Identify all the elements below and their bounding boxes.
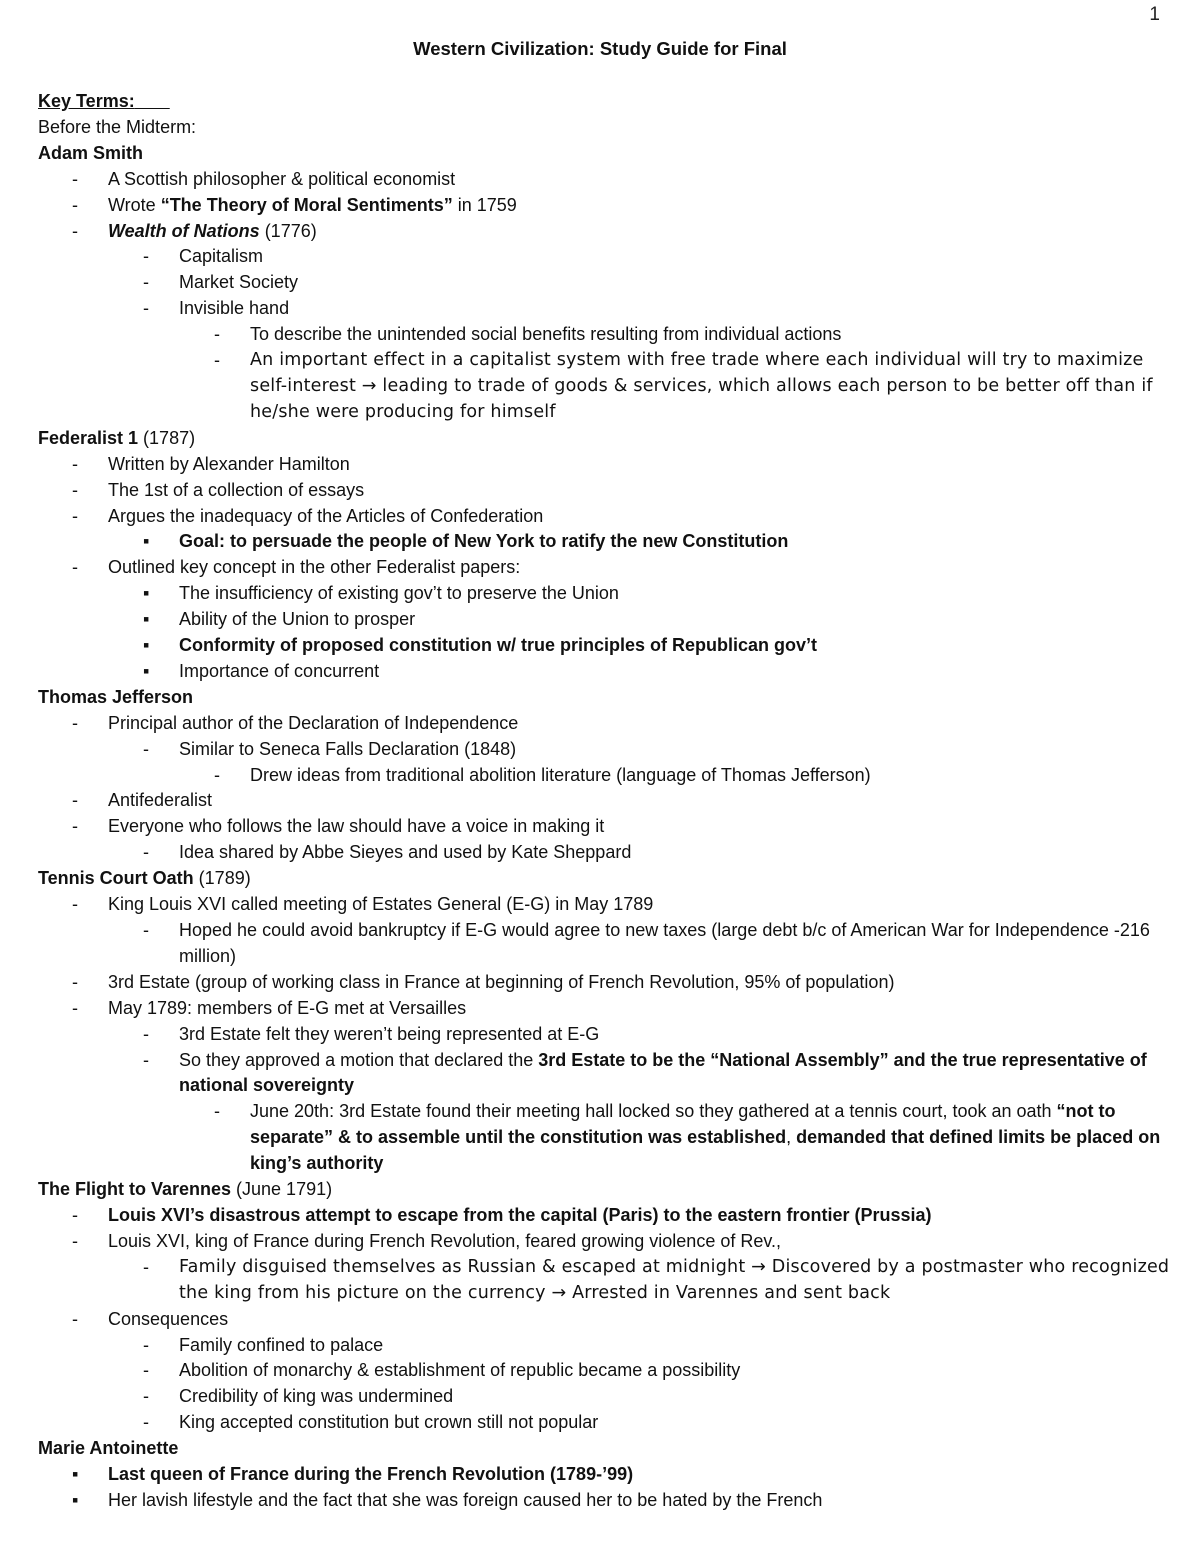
term-heading-marie-antoinette: Marie Antoinette [38,1438,179,1459]
list-item: - Louis XVI, king of France during French Revolution, feared growing violence of Rev., [72,1230,782,1251]
list-item: - To describe the unintended social benefits resulting from individual actions [214,324,842,345]
list-item: - Similar to Seneca Falls Declaration (1848) [143,738,517,759]
list-item: - Family confined to palace [143,1334,384,1355]
list-item: ▪ Importance of concurrent [143,660,380,681]
list-item: - Abolition of monarchy & establishment of republic became a possibility [143,1360,741,1381]
list-item: - King accepted constitution but crown still not popular [143,1412,599,1433]
list-item: ▪ Goal: to persuade the people of New York to ratify the new Constitution [143,531,789,552]
list-item: - Invisible hand [143,298,290,319]
list-item: - Drew ideas from traditional abolition literature (language of Thomas Jefferson) [214,764,871,785]
list-item: - 3rd Estate felt they weren’t being represented at E-G [143,1023,600,1044]
list-item: ▪ Last queen of France during the French Revolution (1789-’99) [72,1464,634,1485]
list-item: - Louis XVI’s disastrous attempt to escape from the capital (Paris) to the eastern frontier (Prussia) [72,1204,932,1225]
list-item: - Credibility of king was undermined [143,1386,454,1407]
key-terms-heading: Key Terms: [38,91,135,111]
list-item: ▪ The insufficiency of existing gov’t to preserve the Union [143,583,619,604]
list-item: ▪ Ability of the Union to prosper [143,609,416,630]
list-item: - 3rd Estate (group of working class in France at beginning of French Revolution, 95% of population) [72,971,895,992]
page-number: 1 [1149,4,1160,25]
term-heading-flight-to-varennes: The Flight to Varennes (June 1791) [38,1179,333,1200]
list-item: - Family disguised themselves as Russian & escaped at midnight → Discovered by a postmaster who recognized the king from his picture on the currency → Arrested in Varennes and sent back [143,1256,1170,1303]
list-item: - Written by Alexander Hamilton [72,453,350,474]
list-item: - Idea shared by Abbe Sieyes and used by Kate Sheppard [143,842,632,863]
term-heading-adam-smith: Adam Smith [38,142,144,163]
list-item: ▪ Her lavish lifestyle and the fact that she was foreign caused her to be hated by the French [72,1489,823,1510]
list-item: - May 1789: members of E-G met at Versailles [72,997,467,1018]
list-item: - Everyone who follows the law should have a voice in making it [72,816,605,837]
list-item: - Antifederalist [72,790,213,811]
term-heading-thomas-jefferson: Thomas Jefferson [38,686,194,707]
list-item: - Wealth of Nations (1776) [72,220,317,241]
list-item: - Consequences [72,1308,229,1329]
list-item: - Hoped he could avoid bankruptcy if E-G would agree to new taxes (large debt b/c of American War for Independence -216 million) [143,920,1150,966]
list-item: - June 20th: 3rd Estate found their meeting hall locked so they gathered at a tennis court, took an oath “not to separate” & to assemble until the constitution was established, demanded that defined limits be placed on king’s authority [214,1101,1161,1174]
study-guide-body [38,89,1178,1514]
term-heading-tennis-court-oath: Tennis Court Oath (1789) [38,868,251,889]
list-item: - Argues the inadequacy of the Articles of Confederation [72,505,544,526]
list-item: - Capitalism [143,246,264,267]
list-item: - Market Society [143,272,299,293]
list-item: - A Scottish philosopher & political economist [72,168,456,189]
list-item: - The 1st of a collection of essays [72,479,365,500]
list-item: - An important effect in a capitalist system with free trade where each individual will try to maximize self-interest → leading to trade of goods & services, which allows each person to be better off than if he/she were producing for himself [214,350,1153,422]
before-midterm-label: Before the Midterm: [38,116,197,137]
list-item: - So they approved a motion that declared the 3rd Estate to be the “National Assembly” and the true representative of national sovereignty [143,1049,1147,1096]
list-item: - Outlined key concept in the other Federalist papers: [72,557,521,578]
list-item: - Principal author of the Declaration of Independence [72,712,519,733]
list-item: - Wrote “The Theory of Moral Sentiments” in 1759 [72,194,517,215]
term-heading-federalist-1: Federalist 1 (1787) [38,427,196,448]
list-item: - King Louis XVI called meeting of Estates General (E-G) in May 1789 [72,894,654,915]
document-title: Western Civilization: Study Guide for Final [413,38,787,59]
list-item: ▪ Conformity of proposed constitution w/ true principles of Republican gov’t [143,635,818,656]
